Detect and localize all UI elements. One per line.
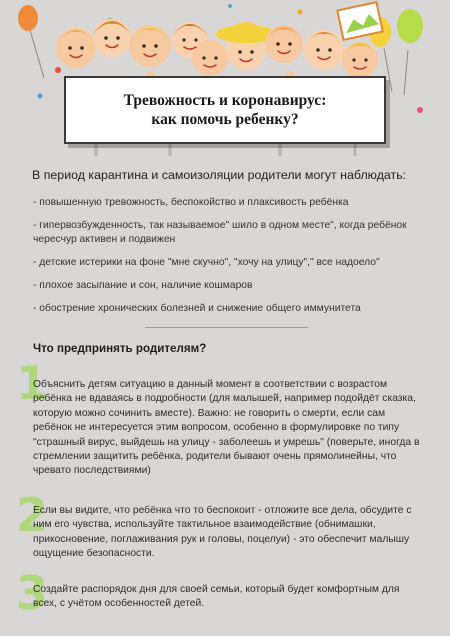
step-number: 2 [16,488,49,542]
step-text: Если вы видите, что ребёнка что то беспокоит - отложите все дела, обсудите с ним его чувства, используйте тактильное взаимодействие (обнимашки, прикосновение, поглаживания рук и головы, поцелуи) - это обеспечит малышу ощущение безопасности. [33,505,412,560]
step-number: 3 [16,566,49,620]
list-item: - обострение хронических болезней и снижение общего иммунитета [33,303,361,314]
title-line-2: как помочь ребенку? [151,111,299,128]
step-number: 1 [16,356,49,410]
step-text: Объяснить детям ситуацию в данный момент в соответствии с возрастом ребёнка не вдаваясь в подробности (для малышей, например подойдёт сказка, которую можно сочинить вместе). Важно: не говорить о смерти, если сам ребёнок не интересуется этим вопросом, особенно в формулировке по типу "страшный вирус, выйдешь на улицу - заболеешь и умрешь" (поверьте, иногда в стремлении защитить ребёнка, родители бывают очень прямолинейны, что чревато последствиями) [33,379,420,477]
intro-text: В период карантина и самоизоляции родители могут наблюдать: [32,168,407,182]
divider [145,327,308,328]
list-item: - детские истерики на фоне "мне скучно", "хочу на улицу"," все надоело" [33,257,380,268]
section-title: Что предпринять родителям? [33,342,207,355]
step-text: Создайте распорядок дня для своей семьи, который будет комфортным для всех, с учётом особенностей детей. [33,584,400,610]
symptom-list [33,196,418,325]
list-item: - плохое засыпание и сон, наличие кошмаров [33,280,253,291]
title-line-1: Тревожность и коронавирус: [123,92,327,109]
list-item: - повышенную тревожность, беспокойство и плаксивость ребёнка [33,197,349,208]
list-item: - гипервозбужденность, так называемое" шило в одном месте", когда ребёнок чересчур активен и подвижен [33,220,407,245]
title-sign [64,76,386,144]
